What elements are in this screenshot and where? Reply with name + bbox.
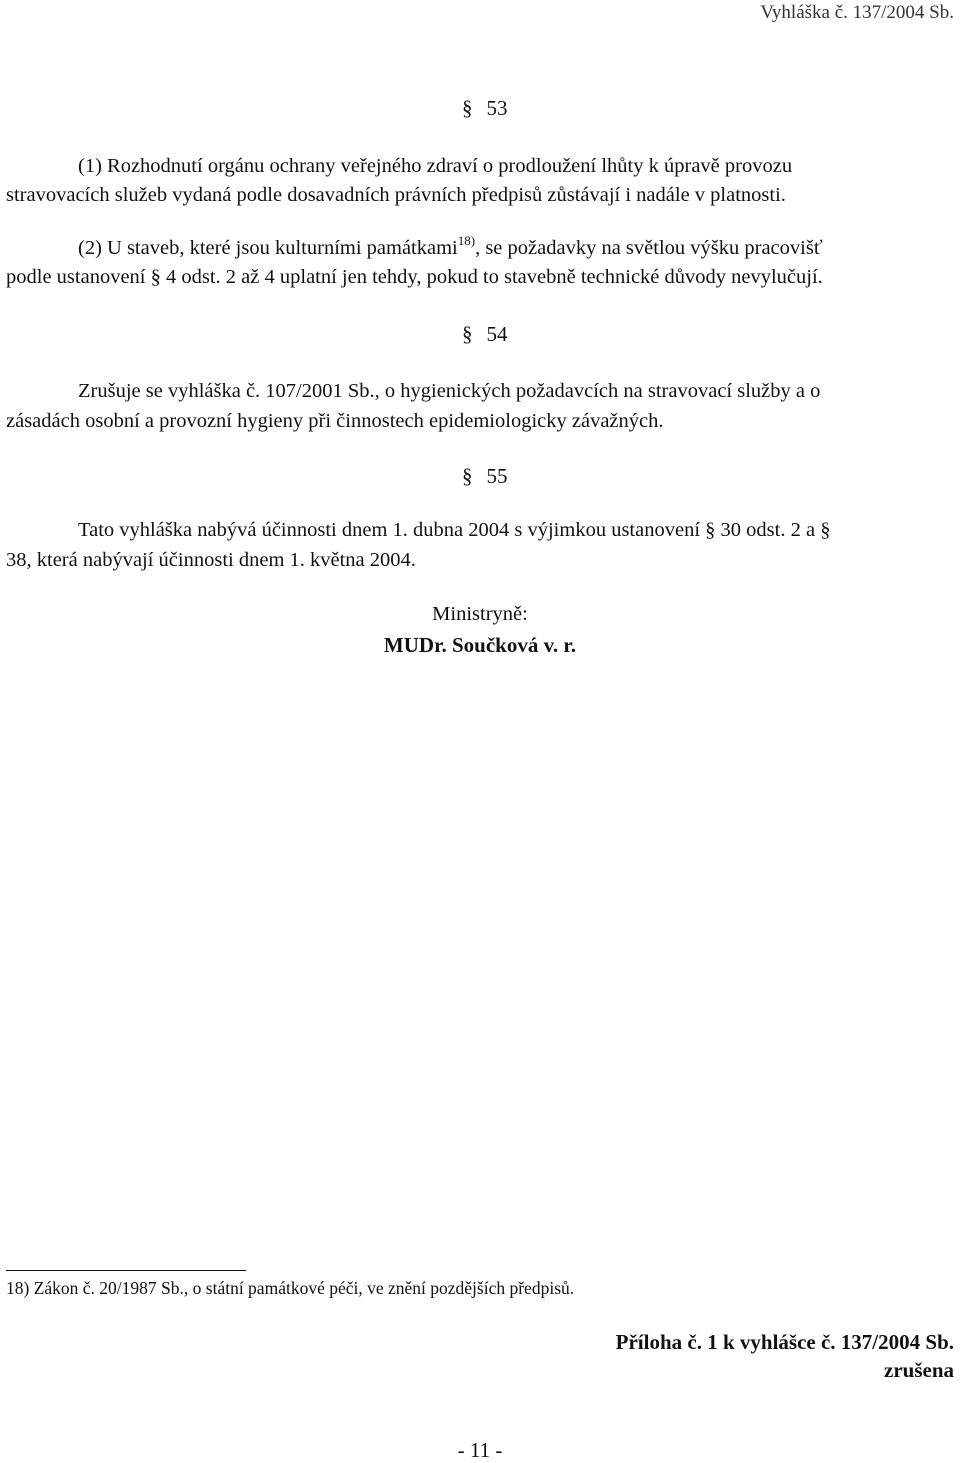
text-run: 4 odst. 2 až 4 uplatní jen tehdy, pokud to stavebně technické důvody nevylučují. bbox=[160, 266, 823, 288]
footnote-ref-18: 18) bbox=[457, 233, 476, 248]
running-header: Vyhláška č. 137/2004 Sb. bbox=[760, 2, 954, 23]
paragraph-line bbox=[78, 233, 823, 260]
text-run: 30 odst. 2 a bbox=[715, 519, 821, 541]
section-sign: § bbox=[462, 322, 473, 346]
text-run: Tato vyhláška nabývá účinnosti dnem 1. dubna 2004 s výjimkou ustanovení bbox=[78, 519, 706, 541]
section-sign: § bbox=[462, 464, 473, 488]
text-run: (2) U staveb, které jsou kulturními památkami bbox=[78, 237, 458, 259]
paragraph-line: 38, která nabývají účinnosti dnem 1. května 2004. bbox=[6, 549, 416, 571]
section-number: 54 bbox=[486, 322, 508, 346]
attachment-title: Příloha č. 1 k vyhlášce č. 137/2004 Sb. bbox=[615, 1330, 954, 1354]
text-run: podle ustanovení bbox=[6, 266, 151, 288]
paragraph-line: stravovacích služeb vydaná podle dosavadních právních předpisů zůstávají i nadále v platnosti. bbox=[6, 184, 786, 206]
paragraph-line: zásadách osobní a provozní hygieny při činnostech epidemiologicky závažných. bbox=[6, 410, 664, 432]
section-sign: § bbox=[150, 266, 161, 288]
signature-name: MUDr. Součková v. r. bbox=[383, 633, 577, 657]
section-heading-53 bbox=[462, 96, 508, 121]
footnote-divider bbox=[6, 1270, 246, 1271]
paragraph-line: Zrušuje se vyhláška č. 107/2001 Sb., o hygienických požadavcích na stravovací služby a o bbox=[78, 380, 821, 402]
section-sign: § bbox=[820, 519, 831, 541]
paragraph-line: (1) Rozhodnutí orgánu ochrany veřejného zdraví o prodloužení lhůty k úpravě provozu bbox=[78, 155, 793, 177]
footnote: 18) Zákon č. 20/1987 Sb., o státní památkové péči, ve znění pozdějších předpisů. bbox=[6, 1278, 575, 1298]
signature-label: Ministryně: bbox=[432, 603, 528, 625]
page-number: - 11 - bbox=[457, 1438, 503, 1462]
section-sign: § bbox=[705, 519, 716, 541]
section-heading-54 bbox=[462, 322, 508, 347]
attachment-status: zrušena bbox=[884, 1358, 954, 1382]
section-number: 55 bbox=[486, 464, 508, 488]
section-number: 53 bbox=[486, 96, 508, 120]
section-heading-55 bbox=[462, 464, 508, 489]
section-sign: § bbox=[462, 96, 473, 120]
paragraph-line bbox=[78, 519, 830, 542]
paragraph-line bbox=[6, 266, 823, 289]
text-run: , se požadavky na světlou výšku pracovišť bbox=[475, 237, 823, 259]
